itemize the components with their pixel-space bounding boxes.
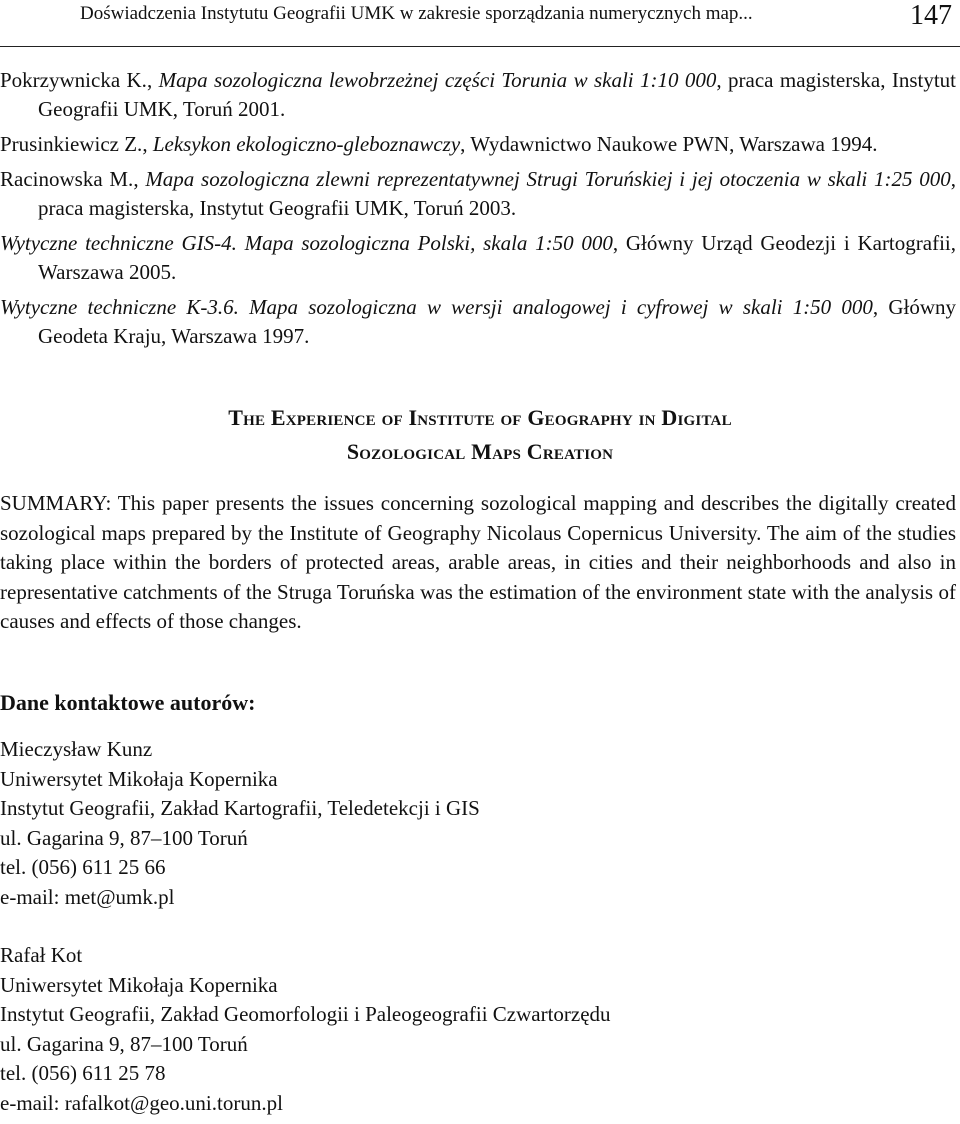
summary-text: SUMMARY: This paper presents the issues concerning sozological mapping and describes the digitally created sozological maps prepared by the Institute of Geography Nicolaus Copernicus University. The aim of the studies taking place within the borders of protected areas, arable areas, in cities and their neighborhoods and also in representative catchments of the Struga Toruńska was the estimation of the environment state with the analysis of causes and effects of those changes. — [0, 491, 956, 633]
reference-author: Prusinkiewicz Z. — [0, 132, 143, 156]
page-number: 147 — [910, 0, 952, 31]
author-department: Instytut Geografii, Zakład Geomorfologii i Paleogeografii Czwartorzędu — [0, 1002, 611, 1026]
running-title: Doświadczenia Instytutu Geografii UMK w zakresie sporządzania numerycznych map... — [80, 3, 753, 24]
reference-title: Wytyczne techniczne K-3.6. Mapa sozologiczna w wersji analogowej i cyfrowej w skali 1:50 000 — [0, 295, 873, 319]
reference-item: Pokrzywnicka K., Mapa sozologiczna lewobrzeżnej części Torunia w skali 1:10 000, praca magisterska, Instytut Geografii UMK, Toruń 2001. — [0, 68, 956, 121]
reference-title: Wytyczne techniczne GIS-4. Mapa sozologiczna Polski, skala 1:50 000 — [0, 231, 613, 255]
reference-details: , Wydawnictwo Naukowe PWN, Warszawa 1994. — [460, 132, 878, 156]
reference-details: , praca magisterska, Instytut Geografii UMK, Toruń 2003. — [38, 167, 956, 220]
summary-title — [0, 401, 960, 469]
page-header — [0, 0, 960, 47]
author-name: Mieczysław Kunz — [0, 737, 153, 761]
reference-item: Racinowska M., Mapa sozologiczna zlewni reprezentatywnej Strugi Toruńskiej i jej otoczenia w skali 1:25 000, praca magisterska, Instytut Geografii UMK, Toruń 2003. — [0, 167, 956, 220]
author-phone: tel. (056) 611 25 78 — [0, 1061, 166, 1085]
reference-item: Prusinkiewicz Z., Leksykon ekologiczno-gleboznawczy, Wydawnictwo Naukowe PWN, Warszawa 1994. — [0, 132, 878, 156]
reference-title: Leksykon ekologiczno-gleboznawczy — [152, 132, 461, 156]
author-phone: tel. (056) 611 25 66 — [0, 855, 166, 879]
reference-author: Racinowska M. — [0, 167, 134, 191]
author-contact — [0, 941, 611, 1118]
author-email: e-mail: met@umk.pl — [0, 884, 175, 909]
reference-details: , praca magisterska, Instytut Geografii UMK, Toruń 2001. — [38, 68, 956, 121]
summary-title-line: Sozological Maps Creation — [346, 439, 614, 464]
reference-item — [0, 229, 956, 287]
author-address: ul. Gagarina 9, 87–100 Toruń — [0, 825, 248, 850]
reference-title: Mapa sozologiczna zlewni reprezentatywnej Strugi Toruńskiej i jej otoczenia w skali 1:25 000 — [145, 167, 951, 191]
author-department: Instytut Geografii, Zakład Kartografii, Teledetekcji i GIS — [0, 796, 480, 820]
author-email: e-mail: rafalkot@geo.uni.torun.pl — [0, 1090, 283, 1115]
reference-item — [0, 293, 956, 351]
contacts-heading: Dane kontaktowe autorów: — [0, 690, 256, 715]
author-address: ul. Gagarina 9, 87–100 Toruń — [0, 1031, 248, 1056]
references-list — [0, 66, 956, 357]
reference-title: Mapa sozologiczna lewobrzeżnej części Torunia w skali 1:10 000 — [158, 68, 717, 92]
author-contact — [0, 735, 480, 912]
summary-title-line: The Experience of Institute of Geography in Digital — [228, 405, 732, 430]
reference-details: , Główny Geodeta Kraju, Warszawa 1997. — [38, 295, 957, 348]
author-university: Uniwersytet Mikołaja Kopernika — [0, 766, 278, 791]
reference-details: , Główny Urząd Geodezji i Kartografii, Warszawa 2005. — [38, 231, 956, 284]
author-university: Uniwersytet Mikołaja Kopernika — [0, 972, 278, 997]
reference-author: Pokrzywnicka K. — [0, 68, 147, 92]
author-name: Rafał Kot — [0, 943, 83, 967]
